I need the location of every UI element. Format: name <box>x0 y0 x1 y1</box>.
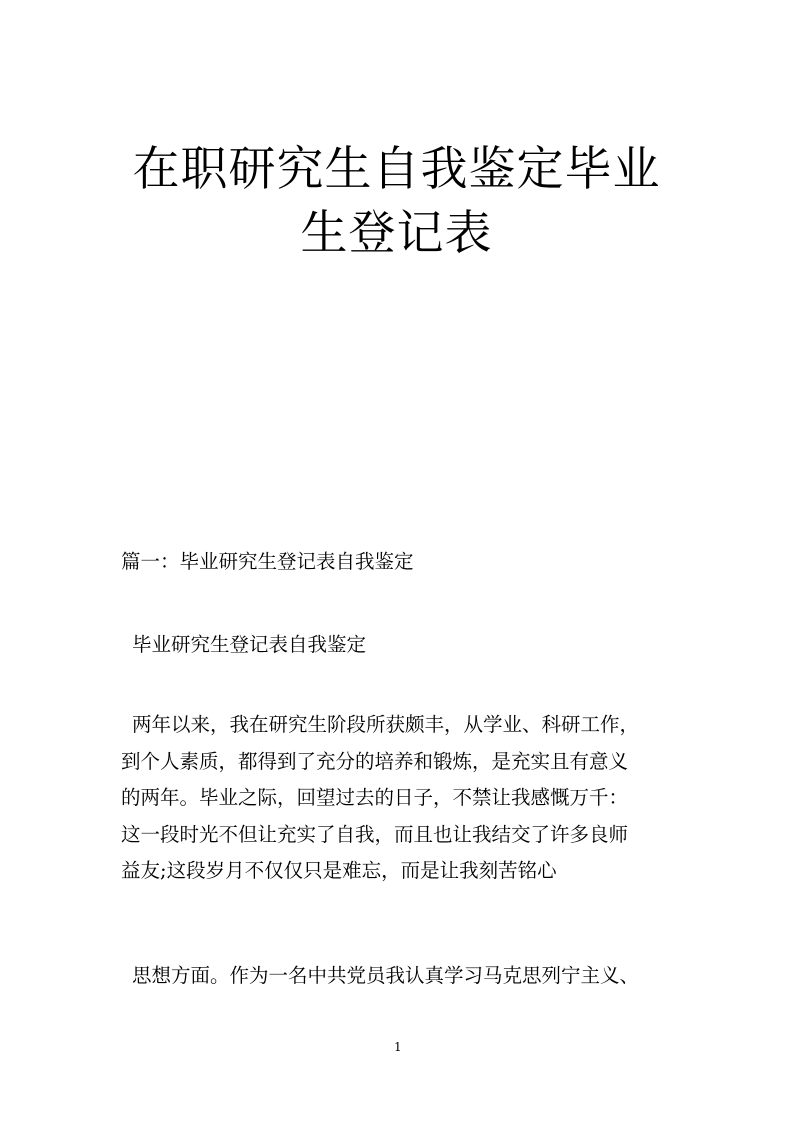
paragraph-1 <box>121 707 681 890</box>
page-number: 1 <box>394 1040 402 1054</box>
paragraph-line: 的两年。毕业之际，回望过去的日子，不禁让我感慨万千： <box>121 786 629 809</box>
subheading: 毕业研究生登记表自我鉴定 <box>132 633 367 656</box>
paragraph-line: 两年以来，我在研究生阶段所获颇丰，从学业、科研工作， <box>132 713 640 736</box>
title-line-1: 在职研究生自我鉴定毕业 <box>132 142 661 197</box>
title-line-2: 生登记表 <box>300 206 493 261</box>
paragraph-line: 这一段时光不但让充实了自我，而且也让我结交了许多良师 <box>121 822 629 846</box>
paragraph-line: 到个人素质，都得到了充分的培养和锻炼，是充实且有意义 <box>121 749 629 773</box>
paragraph-2: 思想方面。作为一名中共党员我认真学习马克思列宁主义、 <box>132 964 640 987</box>
section-heading: 篇一：毕业研究生登记表自我鉴定 <box>121 550 414 573</box>
paragraph-line: 益友;这段岁月不仅仅只是难忘，而是让我刻苦铭心 <box>121 859 557 882</box>
document-title <box>100 138 693 266</box>
